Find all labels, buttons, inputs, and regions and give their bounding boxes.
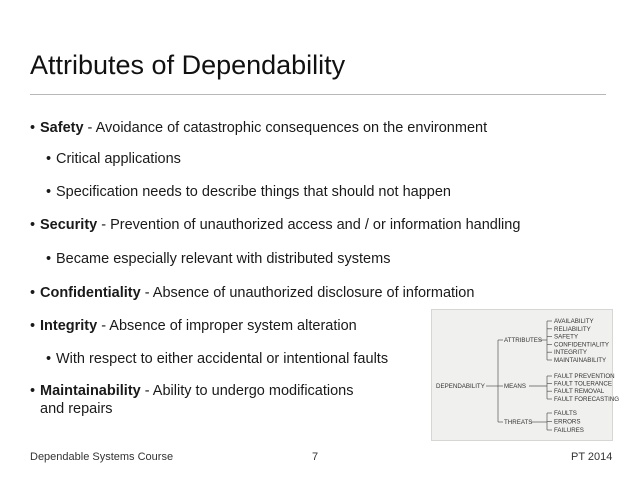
bullet-maintainability-continued [40, 400, 113, 419]
bullet-confidentiality [30, 284, 474, 303]
tree-leaf: FAULT PREVENTION [554, 373, 615, 380]
bullet-text: Critical applications [56, 151, 181, 167]
bullet-glyph: • [46, 351, 52, 367]
tree-leaf: RELIABILITY [554, 325, 591, 333]
footer-page-number: 7 [312, 451, 319, 463]
tree-leaf: AVAILABILITY [554, 318, 594, 325]
bullet-text: - Avoidance of catastrophic consequences on the environment [83, 120, 488, 136]
tree-leaf: SAFETY [554, 333, 579, 341]
bullet-term: Integrity [40, 318, 98, 334]
bullet-text: Became especially relevant with distributed systems [56, 251, 391, 267]
bullet-text: - Absence of improper system alteration [97, 318, 357, 334]
bullet-term: Security [40, 217, 98, 233]
tree-leaf: MAINTAINABILITY [554, 357, 607, 364]
bullet-glyph: • [30, 318, 36, 334]
tree-root: DEPENDABILITY [436, 383, 485, 390]
tree-leaf: FAILURES [554, 427, 584, 434]
bullet-glyph: • [30, 383, 36, 399]
bullet-glyph: • [30, 120, 36, 136]
sub-bullet-faults [46, 350, 388, 369]
sub-bullet-distributed [46, 250, 390, 269]
tree-group-attributes: ATTRIBUTES [504, 337, 543, 344]
bullet-text: Specification needs to describe things that should not happen [56, 184, 451, 200]
tree-leaf: FAULT TOLERANCE [554, 380, 612, 388]
tree-group-threats: THREATS [504, 419, 533, 426]
bullet-text: With respect to either accidental or intentional faults [56, 351, 389, 367]
bullet-text: - Absence of unauthorized disclosure of information [140, 285, 475, 301]
sub-bullet-critical [46, 150, 181, 169]
bullet-text: - Prevention of unauthorized access and / or information handling [97, 217, 521, 233]
tree-leaf: INTEGRITY [554, 349, 588, 357]
slide-title: Attributes of Dependability [30, 50, 346, 80]
bullet-integrity [30, 317, 357, 336]
footer-course: Dependable Systems Course [30, 451, 174, 463]
bullet-term: Safety [40, 120, 84, 136]
bullet-glyph: • [30, 217, 36, 233]
bullet-security [30, 216, 520, 235]
bullet-safety [30, 119, 487, 138]
bullet-glyph: • [30, 285, 36, 301]
bullet-term: Confidentiality [40, 285, 141, 301]
footer-term: PT 2014 [571, 451, 613, 463]
bullet-text: and repairs [40, 401, 113, 417]
tree-leaf: ERRORS [554, 418, 581, 426]
dependability-tree-diagram [431, 309, 620, 441]
tree-leaf: FAULT FORECASTING [554, 396, 620, 403]
bullet-maintainability [30, 382, 354, 401]
bullet-glyph: • [46, 151, 52, 167]
bullet-text: - Ability to undergo modifications [140, 383, 354, 399]
bullet-glyph: • [46, 251, 52, 267]
tree-leaf: FAULT REMOVAL [554, 388, 605, 396]
tree-leaf: FAULTS [554, 410, 577, 417]
title-divider [30, 94, 606, 95]
tree-group-means: MEANS [504, 383, 527, 390]
tree-leaf: CONFIDENTIALITY [554, 341, 610, 349]
tree-svg [432, 310, 620, 440]
sub-bullet-specification [46, 183, 451, 202]
bullet-term: Maintainability [40, 383, 141, 399]
bullet-glyph: • [46, 184, 52, 200]
